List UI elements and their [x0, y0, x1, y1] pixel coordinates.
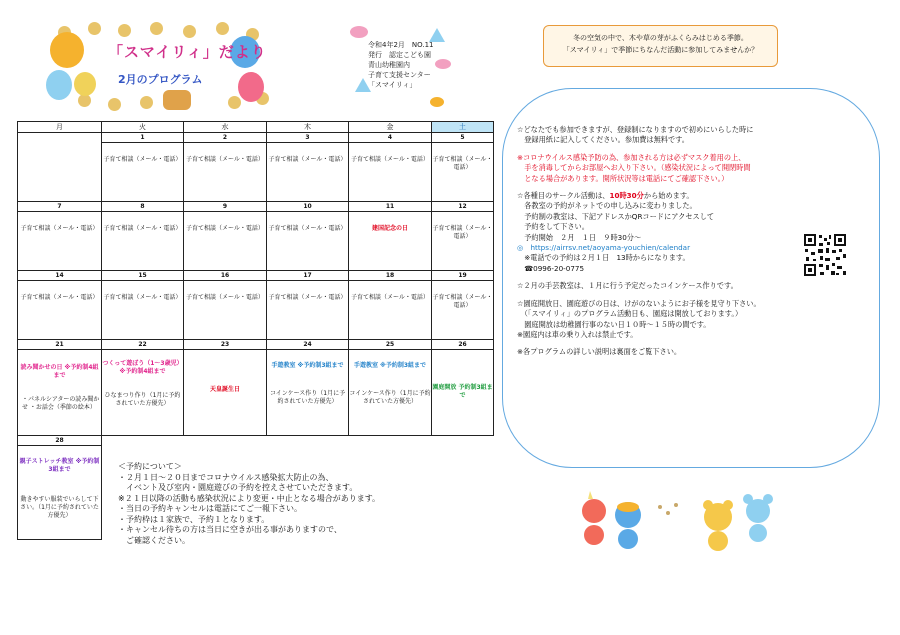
- weekday-header-row: [18, 122, 494, 133]
- notes-line: ・キャンセル待ちの方は当日に空きが出る事がありますので、: [118, 525, 342, 534]
- event-read-aloud: 読み聞かせの日 ※予約制4組まで: [20, 364, 99, 379]
- info-line: ☆園庭開放日、園庭遊びの日は、けがのないようにお子様を見守り下さい。: [517, 298, 761, 308]
- weekday-mon: 月: [18, 122, 102, 133]
- red-oni-icon: [238, 72, 264, 102]
- calendar-week-1: [18, 133, 494, 202]
- calendar-week-3: [18, 271, 494, 340]
- calendar-cell: 26 園庭開放 予約制3組まで: [432, 340, 494, 436]
- calendar-week-2: [18, 202, 494, 271]
- calendar-cell: 24 手遊教室 ※予約制3組まで コインケース作り（1月に予約されていた方優先）: [267, 340, 349, 436]
- page-title: 「スマイリィ」だより: [108, 43, 267, 61]
- info-line: ☆２月の手芸教室は、１月に行う予定だったコインケース作りです。: [517, 281, 738, 291]
- issue-line: 青山幼稚園内: [368, 61, 410, 69]
- calendar-cell: 12 子育て相談（メール・電話）: [432, 202, 494, 271]
- reservation-notes: [118, 462, 380, 546]
- info-line: 予約をして下さい。: [517, 222, 589, 232]
- event-hand-play: 手遊教室 ※予約制3組まで: [271, 362, 344, 369]
- info-line: 予約制の教室は、下記アドレスかQRコードにアクセスして: [517, 211, 715, 221]
- issue-line: 発行 認定こども園: [368, 51, 431, 59]
- phone-number: ☎0996-20-0775: [517, 263, 585, 273]
- info-line: 各教室の予約がネットでの申し込みに変わりました。: [517, 201, 697, 211]
- weekday-sat: 土: [432, 122, 494, 133]
- intro-line: 冬の空気の中で、木や草の芽がふくらみはじめる季節。: [573, 34, 748, 42]
- basket-icon: [163, 90, 191, 110]
- info-line: ※電話での予約は２月１日 13時からになります。: [517, 253, 690, 263]
- notes-line: ・２月１日～２０日までコロナウイルス感染拡大防止の為、: [118, 472, 334, 482]
- info-line: ※各プログラムの詳しい説明は裏面をご覧下さい。: [517, 347, 682, 357]
- calendar-cell: 10 子育て相談（メール・電話）: [267, 202, 349, 271]
- reservation-link[interactable]: ◎ https://airrsv.net/aoyama-youchien/calendar: [517, 243, 691, 253]
- event-stretch-class: 親子ストレッチ教室 ※予約制3組まで: [19, 458, 100, 473]
- info-warning: ※コロナウイルス感染予防の為、参加される方は必ずマスク着用の上、: [517, 152, 746, 162]
- weekday-fri: 金: [349, 122, 432, 133]
- calendar-cell: 4 子育て相談（メール・電話）: [349, 133, 432, 202]
- page-subtitle: 2月のプログラム: [118, 73, 203, 86]
- info-line: 登録用紙に記入してください。参加費は無料です。: [517, 135, 689, 145]
- title-banner: [18, 22, 273, 112]
- calendar-cell: 2 子育て相談（メール・電話）: [184, 133, 267, 202]
- mouse-mascot-icon: [46, 70, 72, 100]
- calendar-cell: 17 子育て相談（メール・電話）: [267, 271, 349, 340]
- info-warning: となる場合があります。開所状況等は電話にてご確認下さい。）: [517, 173, 729, 183]
- event-hand-play: 手遊教室 ※予約制3組まで: [353, 362, 427, 369]
- calendar-cell: 28 親子ストレッチ教室 ※予約制3組まで 動きやすい服装でいらして下さい。（1月に予約されていた方優先）: [18, 436, 102, 540]
- issue-info: [368, 40, 434, 90]
- info-line: 予約開始 ２月 １日 ９時30分～: [517, 232, 642, 242]
- calendar-cell: 22 つくって遊ぼう（1～3歳児） ※予約制4組まで ひなまつり作り（1月に予約されていた方優先）: [102, 340, 184, 436]
- info-line: ☆各種目のサークル活動は、10時30分から始めます。: [517, 191, 694, 201]
- calendar-cell: 8 子育て相談（メール・電話）: [102, 202, 184, 271]
- calendar-cell: 25 手遊教室 ※予約制3組まで コインケース作り（1月に予約されていた方優先）: [349, 340, 432, 436]
- weekday-thu: 木: [267, 122, 349, 133]
- issue-line: 子育て支援センター: [368, 71, 431, 79]
- info-warning: 手を消毒してからお部屋へお入り下さい。（感染状況によって開閉時間: [517, 163, 751, 173]
- issue-line: 令和4年2月 NO.11: [368, 41, 434, 49]
- weekday-tue: 火: [102, 122, 184, 133]
- calendar-cell: 18 子育て相談（メール・電話）: [349, 271, 432, 340]
- calendar-cell: 3 子育て相談（メール・電話）: [267, 133, 349, 202]
- mascot-group-icon: [580, 485, 780, 557]
- notes-line: イベント及び室内・園庭遊びの予約を控えさせていただきます。: [118, 483, 358, 492]
- issue-line: 「スマイリィ」: [368, 81, 417, 89]
- info-line: 園庭開放は幼稚園行事のない日１０時～１５時の間です。: [517, 319, 711, 329]
- notes-heading: ＜予約について＞: [118, 462, 182, 471]
- calendar-cell-empty: [18, 133, 102, 202]
- weekday-wed: 水: [184, 122, 267, 133]
- calendar-cell: 9 子育て相談（メール・電話）: [184, 202, 267, 271]
- calendar-cell: 5 子育て相談（メール・電話）: [432, 133, 494, 202]
- intro-box: [543, 25, 778, 67]
- notes-line: ・当日の予約キャンセルは電話にてご一報下さい。: [118, 504, 302, 513]
- calendar-cell: 14 子育て相談（メール・電話）: [18, 271, 102, 340]
- calendar-cell: 21 読み聞かせの日 ※予約制4組まで ・パネルシアターの読み聞かせ ・お話会（季節の絵本）: [18, 340, 102, 436]
- calendar-cell: 19 子育て相談（メール・電話）: [432, 271, 494, 340]
- notes-line: ご確認ください。: [118, 535, 190, 545]
- calendar-week-4: [18, 340, 494, 436]
- event-garden-open: 園庭開放 予約制3組まで: [432, 384, 493, 399]
- calendar-cell-holiday: 11 建国記念の日: [349, 202, 432, 271]
- calendar-cell: 7 子育て相談（メール・電話）: [18, 202, 102, 271]
- notes-line: ※２１日以降の活動も感染状況により変更・中止となる場合があります。: [118, 493, 381, 503]
- calendar-cell-holiday: 23 天皇誕生日: [184, 340, 267, 436]
- lion-mascot-icon: [50, 32, 84, 68]
- info-line: ※園庭内は車の乗り入れは禁止です。: [517, 329, 638, 339]
- intro-line: 「スマイリィ」で季節にちなんだ活動に参加してみませんか？: [562, 46, 759, 54]
- info-line: （「スマイリィ」のプログラム活動日も、園庭は開放しております。）: [517, 309, 743, 319]
- event-craft-play: つくって遊ぼう（1～3歳児） ※予約制4組まで: [102, 360, 183, 375]
- info-line: ☆どなたでも参加できますが、登録制になりますので初めにいらした時に: [517, 125, 754, 134]
- notes-line: ・予約枠は１家族で、予約１となります。: [118, 514, 270, 524]
- calendar-cell: 15 子育て相談（メール・電話）: [102, 271, 184, 340]
- calendar-cell: 1 子育て相談（メール・電話）: [102, 133, 184, 202]
- calendar-cell: 16 子育て相談（メール・電話）: [184, 271, 267, 340]
- bear-mascot-icon: [74, 72, 96, 96]
- qr-code-icon[interactable]: [803, 233, 847, 277]
